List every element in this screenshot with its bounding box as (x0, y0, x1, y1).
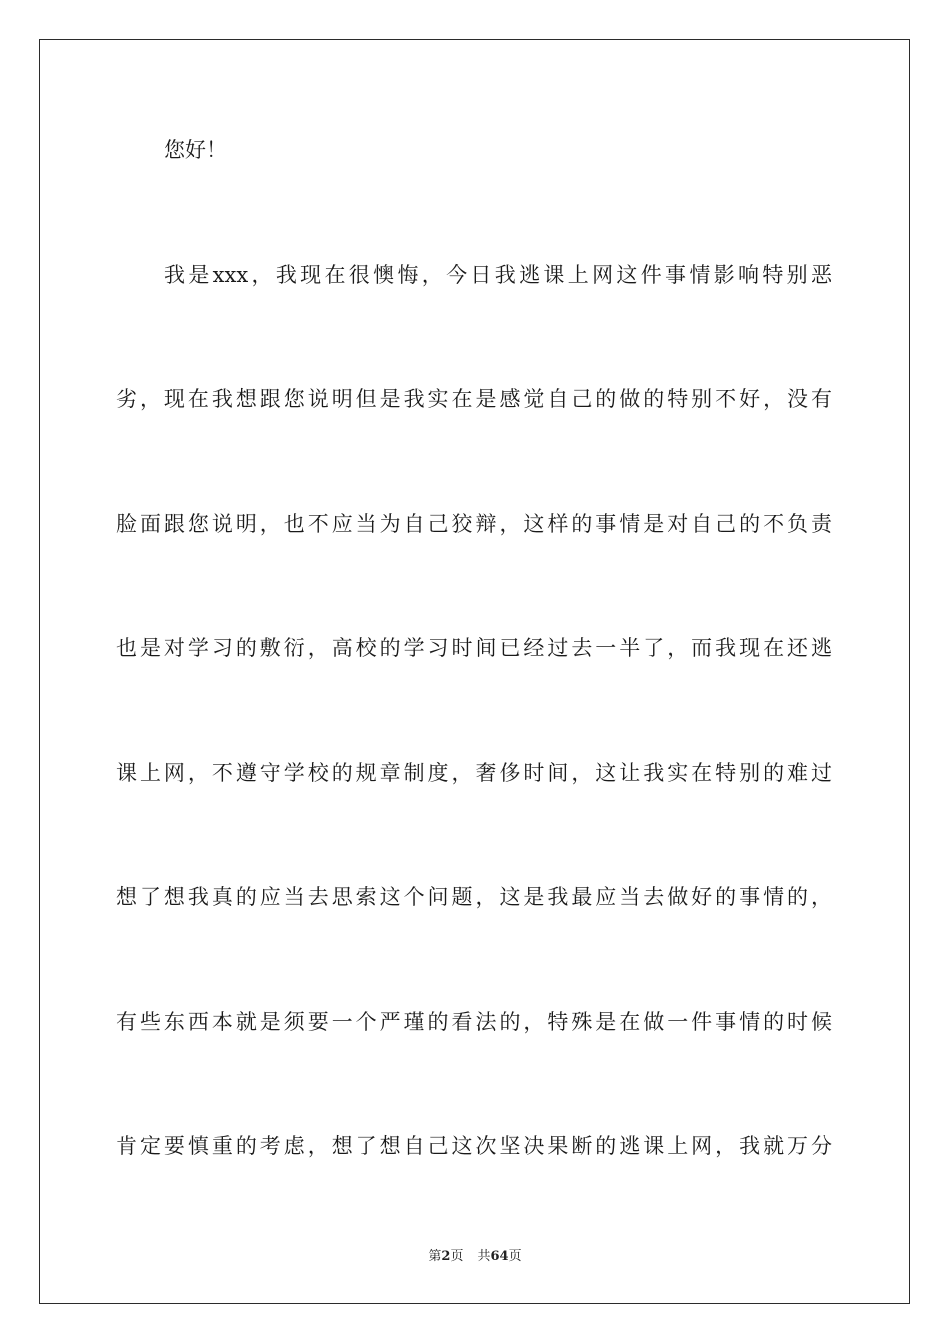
greeting-line: 您好！ (164, 138, 227, 162)
footer-total-prefix: 共 (477, 1249, 491, 1264)
footer-total-suffix: 页 (508, 1249, 522, 1264)
footer-page-prefix: 第 (428, 1249, 442, 1264)
body-line-5: 课上网，不遵守学校的规章制度，奢侈时间，这让我实在特别的难过 (116, 761, 832, 785)
body-line-7: 有些东西本就是须要一个严瑾的看法的，特殊是在做一件事情的时候 (116, 1010, 832, 1034)
body-line-1: 我是xxx，我现在很懊悔，今日我逃课上网这件事情影响特别恶 (164, 263, 832, 287)
footer-page-number: 2 (441, 1249, 451, 1264)
body-line-6: 想了想我真的应当去思索这个问题，这是我最应当去做好的事情的， (116, 885, 832, 909)
footer-page-suffix: 页 (450, 1249, 464, 1264)
body-line-4: 也是对学习的敷衍，高校的学习时间已经过去一半了，而我现在还逃 (116, 636, 832, 660)
footer-total-pages: 64 (490, 1249, 509, 1264)
page-border (39, 39, 910, 1304)
page-footer (0, 1248, 950, 1266)
body-line-3: 脸面跟您说明，也不应当为自己狡辩，这样的事情是对自己的不负责 (116, 512, 832, 536)
body-line-2: 劣，现在我想跟您说明但是我实在是感觉自己的做的特别不好，没有 (116, 387, 832, 411)
body-line-8: 肯定要慎重的考虑，想了想自己这次坚决果断的逃课上网，我就万分 (116, 1134, 832, 1158)
